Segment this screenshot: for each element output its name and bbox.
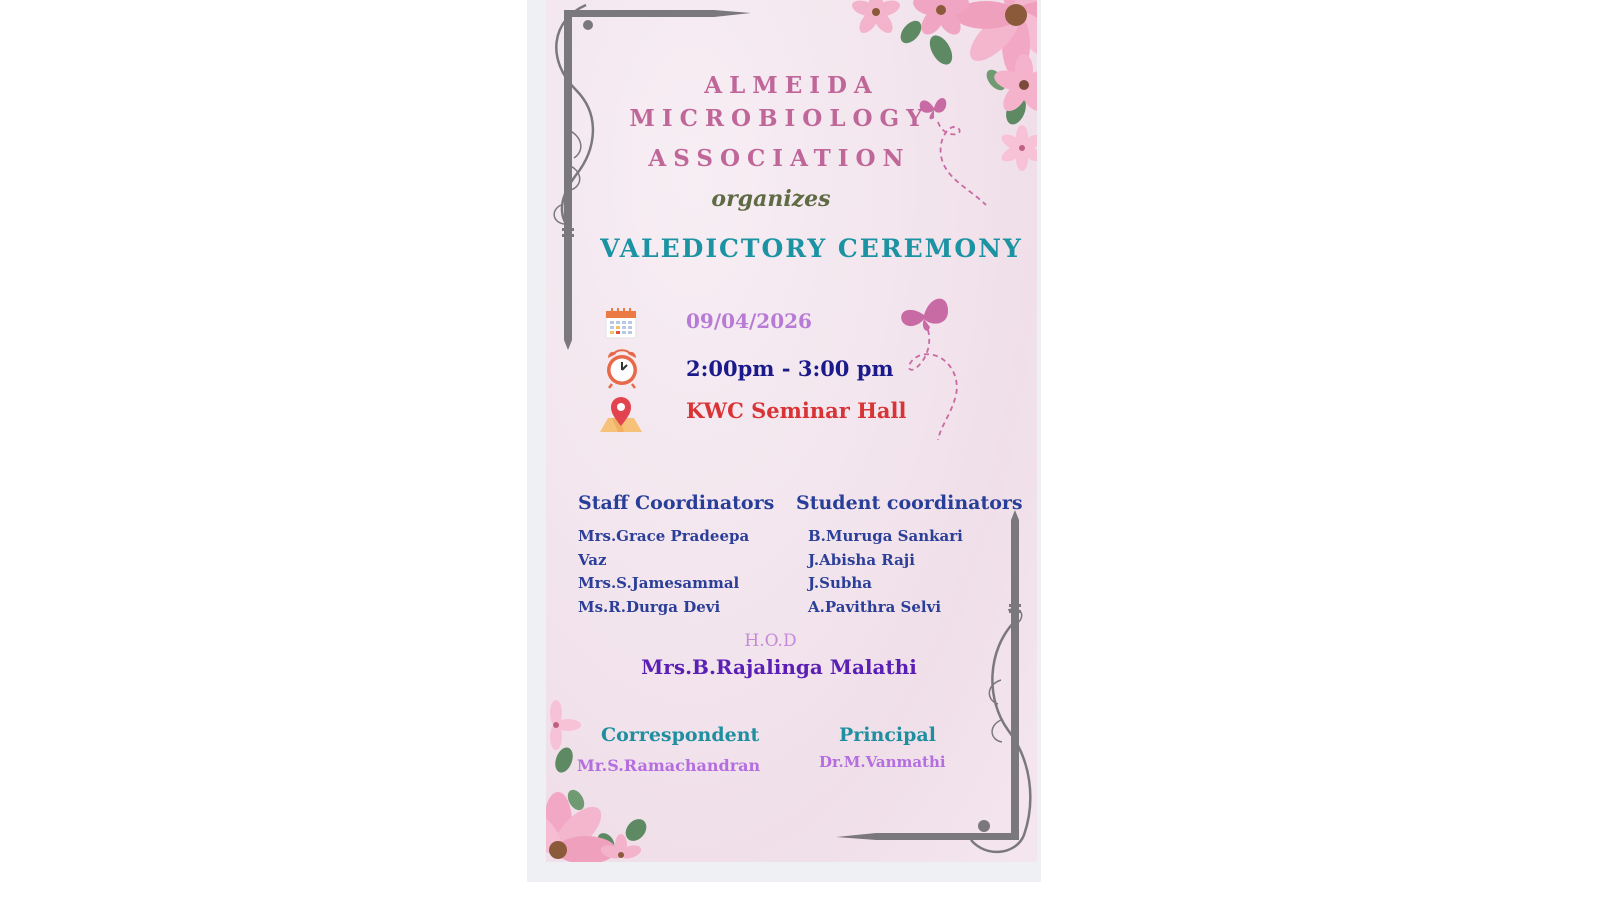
org-title-line-1: ALMEIDA [704,72,879,99]
org-title-line-2: MICROBIOLOGY [629,105,930,132]
correspondent-label: Correspondent [601,724,760,746]
butterfly-icon-mid [901,299,948,331]
staff-coordinator-name: Ms.R.Durga Devi [578,598,721,616]
student-coordinator-name: A.Pavithra Selvi [808,598,942,616]
org-title-line-3: ASSOCIATION [648,145,911,172]
event-date: 09/04/2026 [686,309,812,333]
staff-coordinators-heading: Staff Coordinators [578,492,775,514]
hod-name: Mrs.B.Rajalinga Malathi [641,655,917,679]
staff-coordinator-name: Mrs.S.Jamesammal [578,574,740,592]
event-venue: KWC Seminar Hall [686,398,907,423]
ornate-corner-top-left [554,5,751,350]
principal-label: Principal [839,724,936,746]
hod-label: H.O.D [744,631,797,651]
correspondent-name: Mr.S.Ramachandran [577,756,761,775]
student-coordinators-heading: Student coordinators [796,492,1023,514]
dotted-flight-path-mid [909,330,957,440]
event-time: 2:00pm - 3:00 pm [686,356,894,381]
event-poster [546,0,1037,862]
calendar-icon [604,306,638,340]
principal-name: Dr.M.Vanmathi [819,753,946,771]
student-coordinator-name: B.Muruga Sankari [808,527,963,545]
staff-coordinator-name: Mrs.Grace Pradeepa [578,527,750,545]
student-coordinator-name: J.Abisha Raji [808,551,915,569]
alarm-clock-icon [602,348,642,390]
event-title: VALEDICTORY CEREMONY [600,234,1023,263]
student-coordinator-name: J.Subha [808,574,873,592]
map-pin-icon [598,396,644,436]
staff-coordinator-name: Vaz [578,551,607,569]
organizes-text: organizes [711,186,831,212]
